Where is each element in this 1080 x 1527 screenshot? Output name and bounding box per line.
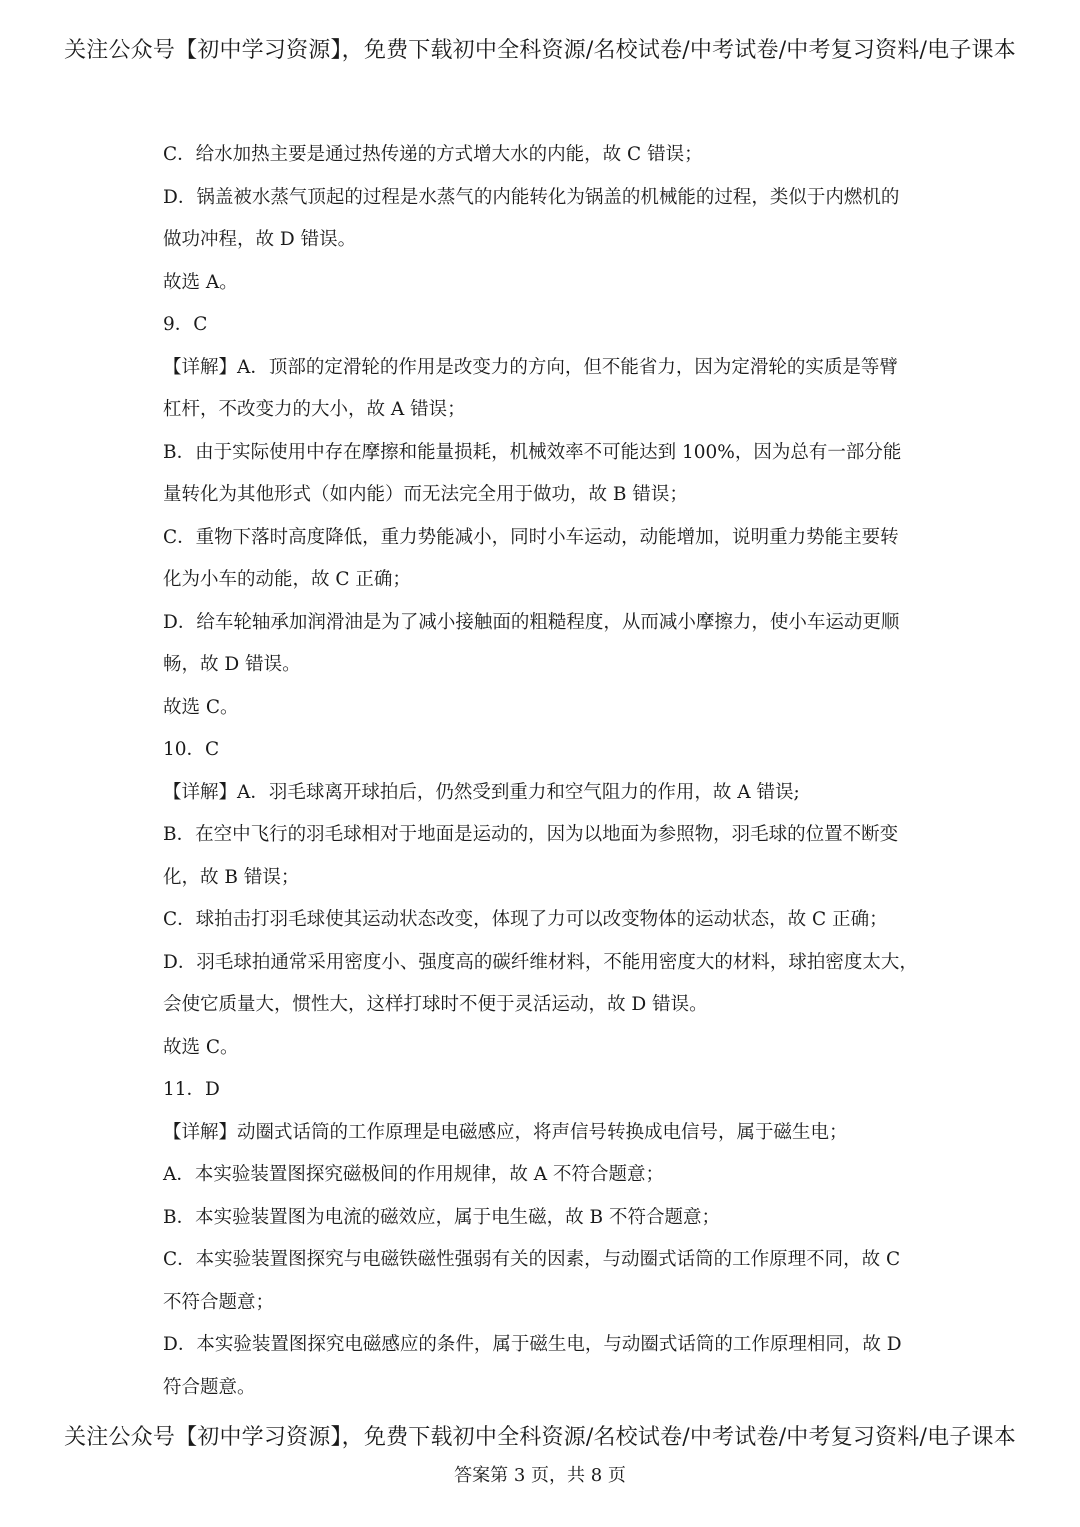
text-line: D．羽毛球拍通常采用密度小、强度高的碳纤维材料，不能用密度大的材料，球拍密度太大， <box>163 951 918 973</box>
text-line: 做功冲程，故 D 错误。 <box>163 229 357 250</box>
text-line: 杠杆，不改变力的大小，故 A 错误； <box>163 399 466 420</box>
text-line: C．重物下落时高度降低，重力势能减小，同时小车运动，动能增加，说明重力势能主要转 <box>163 526 899 548</box>
text-line: D．给车轮轴承加润滑油是为了减小接触面的粗糙程度，从而减小摩擦力，使小车运动更顺 <box>163 611 900 633</box>
text-line: 【详解】A．顶部的定滑轮的作用是改变力的方向，但不能省力，因为定滑轮的实质是等臂 <box>163 356 898 378</box>
header-banner: 关注公众号【初中学习资源】，免费下载初中全科资源/名校试卷/中考试卷/中考复习资料/电子课本 <box>64 38 1016 63</box>
question-number: 9．C <box>163 314 208 335</box>
text-line: 故选 C。 <box>163 1036 239 1058</box>
text-line: 故选 A。 <box>163 271 238 293</box>
text-line: C．给水加热主要是通过热传递的方式增大水的内能，故 C 错误； <box>163 144 703 165</box>
text-line: 故选 C。 <box>163 696 239 718</box>
text-line: 会使它质量大，惯性大，这样打球时不便于灵活运动，故 D 错误。 <box>163 994 708 1015</box>
text-line: A．本实验装置图探究磁极间的作用规律，故 A 不符合题意； <box>163 1164 664 1185</box>
text-line: B．由于实际使用中存在摩擦和能量损耗，机械效率不可能达到 100%，因为总有一部分能 <box>163 441 902 463</box>
text-line: 符合题意。 <box>163 1376 256 1398</box>
text-line: 化为小车的动能，故 C 正确； <box>163 569 411 590</box>
page-number: 答案第 3 页，共 8 页 <box>454 1465 626 1486</box>
text-line: 化，故 B 错误； <box>163 866 300 888</box>
text-line: 【详解】动圈式话筒的工作原理是电磁感应，将声信号转换成电信号，属于磁生电； <box>163 1121 848 1143</box>
text-line: D．本实验装置图探究电磁感应的条件，属于磁生电，与动圈式话筒的工作原理相同，故 D <box>163 1334 902 1355</box>
text-line: B．本实验装置图为电流的磁效应，属于电生磁，故 B 不符合题意； <box>163 1206 720 1228</box>
text-line: C．球拍击打羽毛球使其运动状态改变，体现了力可以改变物体的运动状态，故 C 正确； <box>163 909 888 930</box>
text-line: D．锅盖被水蒸气顶起的过程是水蒸气的内能转化为锅盖的机械能的过程，类似于内燃机的 <box>163 186 900 208</box>
text-line: 不符合题意； <box>163 1291 275 1313</box>
text-line: B．在空中飞行的羽毛球相对于地面是运动的，因为以地面为参照物，羽毛球的位置不断变 <box>163 824 899 845</box>
question-number: 11．D <box>163 1079 220 1100</box>
answer-content <box>163 134 923 1409</box>
text-line: 量转化为其他形式（如内能）而无法完全用于做功，故 B 错误； <box>163 484 688 505</box>
text-line: 畅，故 D 错误。 <box>163 654 301 675</box>
footer-banner: 关注公众号【初中学习资源】，免费下载初中全科资源/名校试卷/中考试卷/中考复习资料/电子课本 <box>64 1425 1016 1450</box>
text-line: C．本实验装置图探究与电磁铁磁性强弱有关的因素，与动圈式话筒的工作原理不同，故 C <box>163 1249 901 1270</box>
text-line: 【详解】A．羽毛球离开球拍后，仍然受到重力和空气阻力的作用，故 A 错误; <box>163 781 800 803</box>
question-number: 10．C <box>163 739 220 760</box>
